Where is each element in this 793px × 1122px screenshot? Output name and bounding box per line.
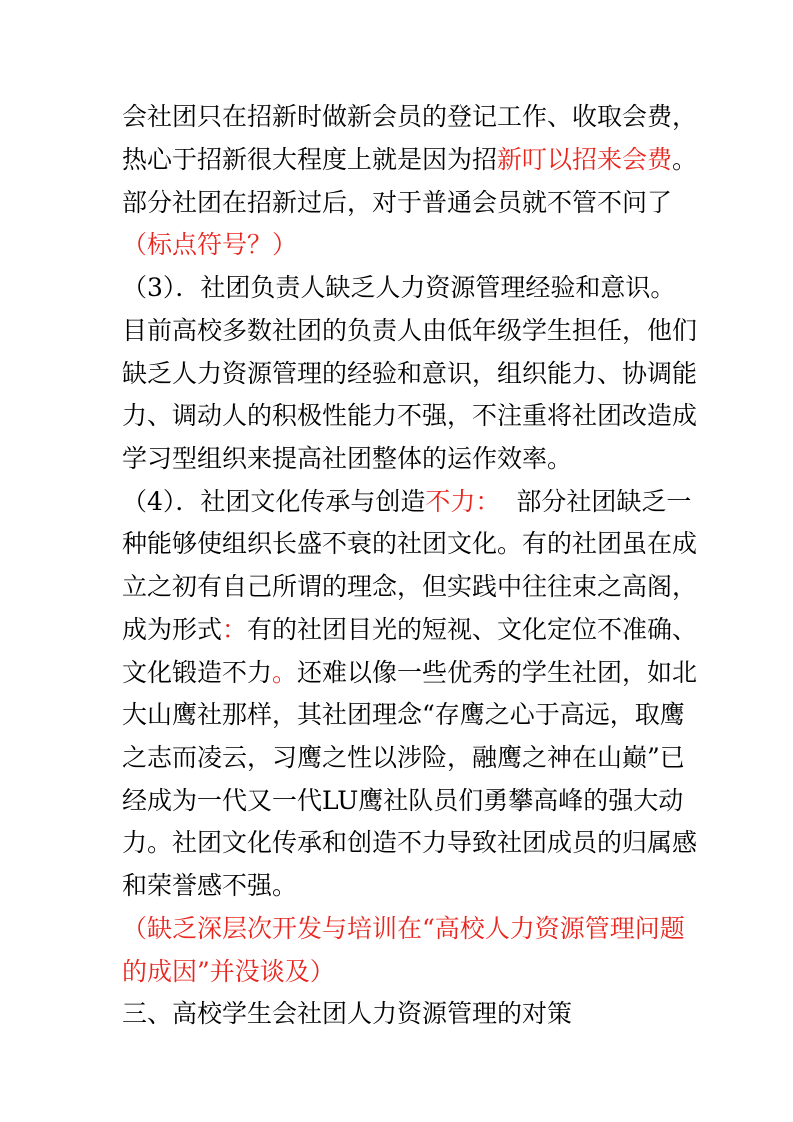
red-annotation-segment: （缺乏深层次开发与培训在“高校人力资源管理问题 — [122, 914, 685, 943]
text-segment: 立之初有自己所谓的理念，但实践中往往束之高阁， — [122, 572, 698, 601]
text-segment: 。 — [672, 145, 698, 174]
text-segment: 部分社团缺乏一 — [500, 487, 692, 516]
text-segment: 会社团只在招新时做新会员的登记工作、收取会费， — [122, 102, 698, 131]
text-segment: 之志而凌云，习鹰之性以涉险，融鹰之神在山巅”已 — [122, 743, 685, 772]
text-segment: 缺乏人力资源管理的经验和意识，组织能力、协调能 — [122, 359, 698, 388]
text-line — [122, 439, 682, 479]
text-segment: 热心于招新很大程度上就是因为招 — [122, 145, 498, 174]
text-line — [122, 610, 698, 650]
text-line — [122, 653, 698, 693]
text-segment: 和荣誉感不强。 — [122, 871, 298, 900]
text-line — [122, 311, 698, 351]
text-segment: 还难以像一些优秀的学生社团，如北 — [297, 658, 698, 687]
text-segment: 目前高校多数社团的负责人由低年级学生担任，他们 — [122, 316, 698, 345]
text-line — [122, 567, 698, 607]
text-line — [122, 909, 685, 949]
red-annotation-segment: ： — [222, 615, 248, 644]
section-title: 三、高校学生会社团人力资源管理的对策 — [122, 999, 573, 1028]
text-segment: 文化锻造不力 — [122, 658, 273, 687]
red-annotation-segment: 新叮以招来会费 — [497, 145, 673, 174]
red-annotation-segment: 的成因”并没谈及） — [122, 957, 335, 986]
text-segment: 经成为一代又一代LU鹰社队员们勇攀高峰的强大动 — [122, 786, 684, 815]
red-annotation-segment: （标点符号？） — [122, 230, 298, 259]
text-line — [122, 781, 682, 821]
text-line — [122, 866, 682, 906]
text-line — [122, 952, 682, 992]
text-segment: 力。社团文化传承和创造不力导致社团成员的归属感 — [122, 828, 698, 857]
red-annotation-segment: 。 — [272, 658, 298, 687]
section-heading-segment: （3）．社团负责人缺乏人力资源管理经验和意识。 — [122, 273, 676, 302]
text-segment: 大山鹰社那样，其社团理念“存鹰之心于高远，取鹰 — [122, 700, 685, 729]
text-segment: 成为形式 — [122, 615, 223, 644]
text-line — [122, 140, 698, 180]
text-segment: 种能够使组织长盛不衰的社团文化。有的社团虽在成 — [122, 529, 698, 558]
text-line — [122, 482, 692, 522]
text-line — [122, 695, 685, 735]
text-line — [122, 97, 698, 137]
text-line — [122, 225, 682, 265]
text-line — [122, 994, 682, 1034]
text-line — [122, 396, 698, 436]
text-segment: 力、调动人的积极性能力不强，不注重将社团改造成 — [122, 401, 698, 430]
text-line — [122, 183, 682, 223]
text-segment: 部分社团在招新过后，对于普通会员就不管不问了 — [122, 188, 673, 217]
text-line — [122, 823, 698, 863]
section-heading-segment: （4）．社团文化传承与创造 — [122, 487, 426, 516]
text-line — [122, 738, 685, 778]
text-line — [122, 268, 682, 308]
text-segment: 学习型组织来提高社团整体的运作效率。 — [122, 444, 573, 473]
red-annotation-segment: 不力： — [425, 487, 501, 516]
text-segment: 有的社团目光的短视、文化定位不准确、 — [247, 615, 698, 644]
text-line — [122, 524, 698, 564]
text-line — [122, 354, 698, 394]
